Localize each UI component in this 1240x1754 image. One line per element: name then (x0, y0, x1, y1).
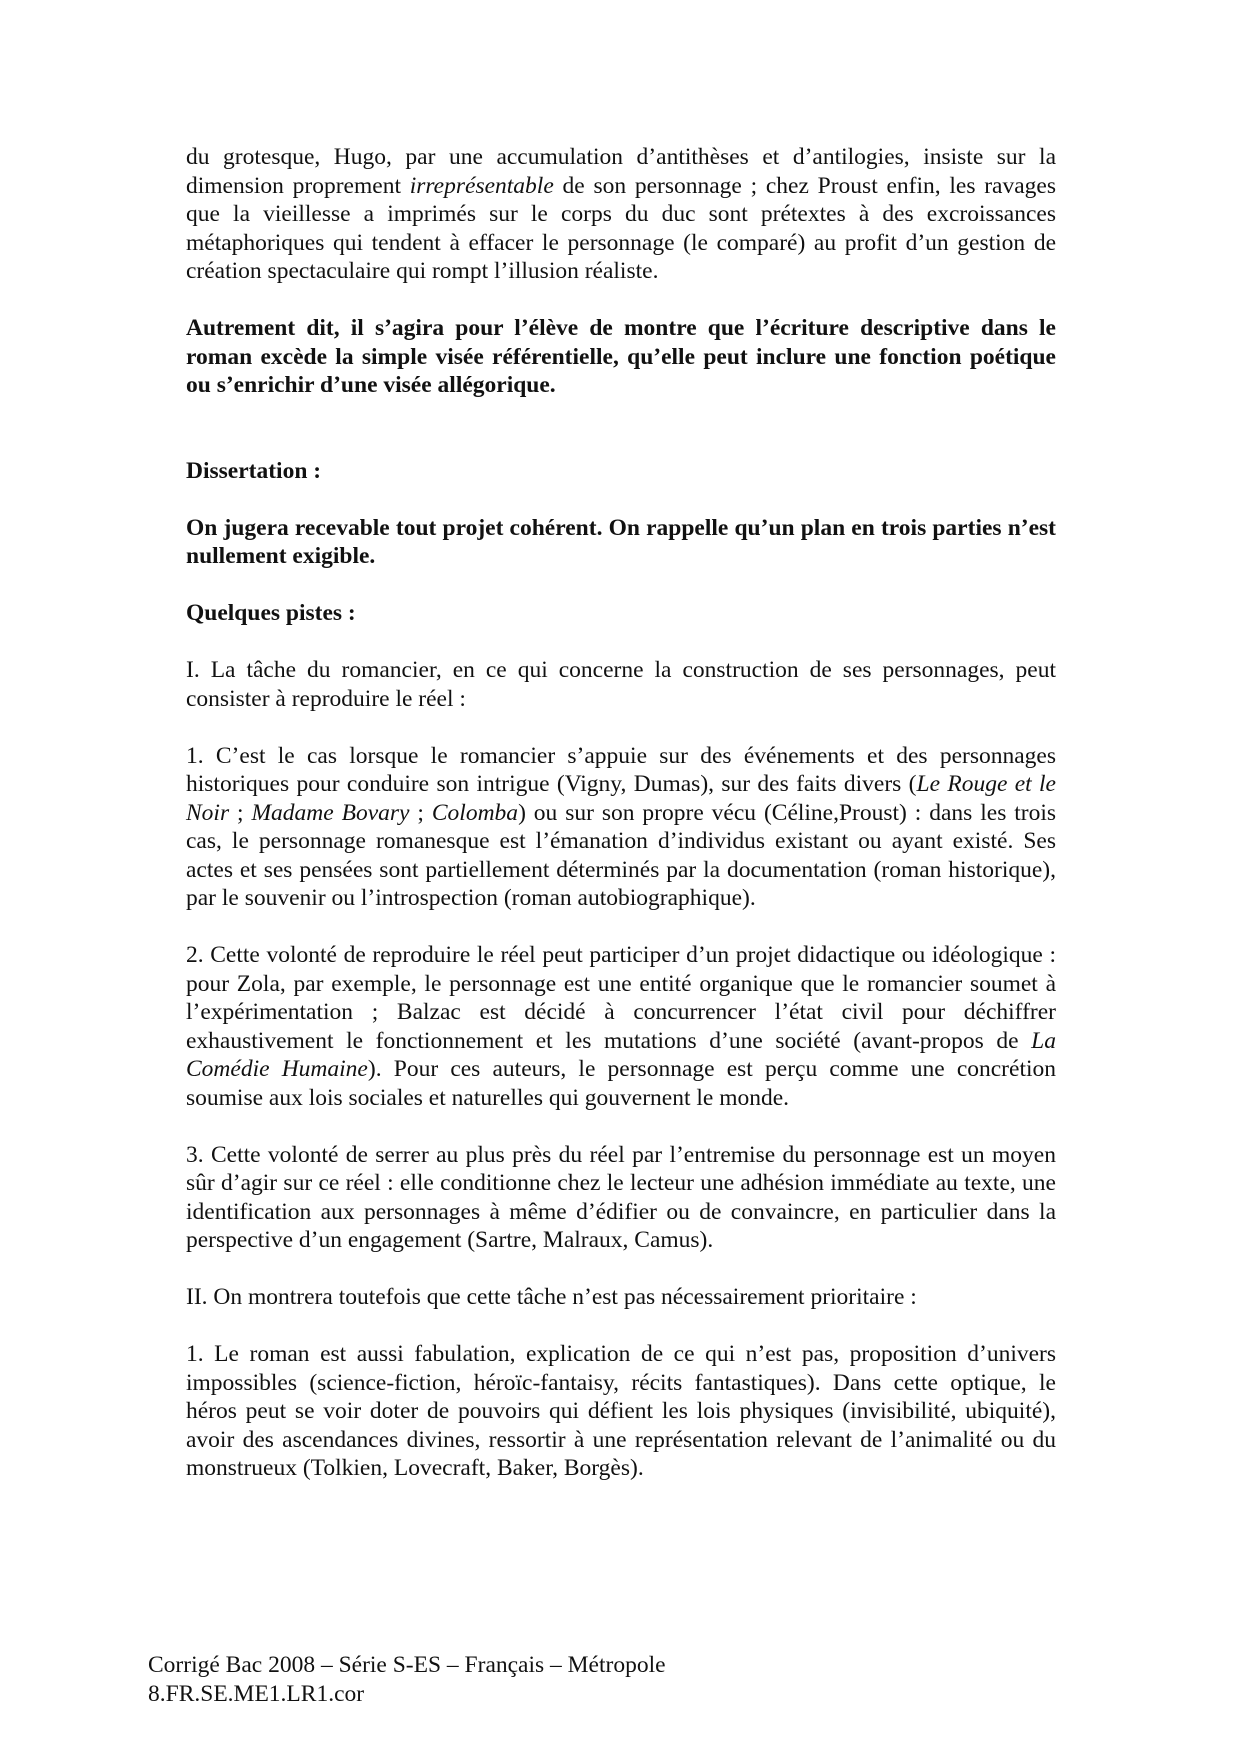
heading-dissertation: Dissertation : (186, 457, 322, 484)
document-body (186, 143, 1056, 1511)
paragraph-grotesque: du grotesque, Hugo, par une accumulation d’antithèses et d’antilogies, insiste sur la dimension proprement irreprésentable de son personnage ; chez Proust enfin, les ravages que la vieillesse a imprimés sur le corps du duc sont prétextes à des excroissances métaphoriques qui tendent à effacer le personnage (le comparé) au profit d’un gestion de création spectaculaire qui rompt l’illusion réaliste. (186, 144, 1056, 284)
page-footer (148, 1651, 666, 1708)
paragraph-part-two: II. On montrera toutefois que cette tâche n’est pas nécessairement prioritaire : (186, 1284, 917, 1310)
paragraph-point-2: 2. Cette volonté de reproduire le réel peut participer d’un projet didactique ou idéologique : pour Zola, par exemple, le personnage est une entité organique que le romancier soumet à l’expérimentation ; Balzac est décidé à concurrencer l’état civil pour déchiffrer exhaustivement le fonctionnement et les mutations d’une société (avant-propos de La Comédie Humaine). Pour ces auteurs, le personnage est perçu comme une concrétion soumise aux lois sociales et naturelles qui gouvernent le monde. (186, 942, 1056, 1111)
paragraph-part-two-point-1: 1. Le roman est aussi fabulation, explication de ce qui n’est pas, proposition d’univers impossibles (science-fiction, héroïc-fantaisy, récits fantastiques). Dans cette optique, le héros peut se voir doter de pouvoirs qui défient les lois physiques (invisibilité, ubiquité), avoir des ascendances divines, ressortir à une représentation relevant de l’animalité ou du monstrueux (Tolkien, Lovecraft, Baker, Borgès). (186, 1341, 1056, 1481)
footer-title: Corrigé Bac 2008 – Série S-ES – Français – Métropole (148, 1652, 666, 1678)
paragraph-autrement-dit: Autrement dit, il s’agira pour l’élève de montre que l’écriture descriptive dans le roman excède la simple visée référentielle, qu’elle peut inclure une fonction poétique ou s’enrichir d’une visée allégorique. (186, 315, 1056, 398)
paragraph-point-1: 1. C’est le cas lorsque le romancier s’appuie sur des événements et des personnages historiques pour conduire son intrigue (Vigny, Dumas), sur des faits divers (Le Rouge et le Noir ; Madame Bovary ; Colomba) ou sur son propre vécu (Céline,Proust) : dans les trois cas, le personnage romanesque est l’émanation d’individus existant ou ayant existé. Ses actes et ses pensées sont partiellement déterminés par la documentation (roman historique), par le souvenir ou l’introspection (roman autobiographique). (186, 742, 1057, 911)
footer-reference: 8.FR.SE.ME1.LR1.cor (148, 1680, 365, 1707)
paragraph-recevable: On jugera recevable tout projet cohérent. On rappelle qu’un plan en trois parties n’est nullement exigible. (186, 514, 1056, 569)
paragraph-part-one: I. La tâche du romancier, en ce qui concerne la construction de ses personnages, peut consister à reproduire le réel : (186, 657, 1056, 712)
paragraph-point-3: 3. Cette volonté de serrer au plus près du réel par l’entremise du personnage est un moyen sûr d’agir sur ce réel : elle conditionne chez le lecteur une adhésion immédiate au texte, une identification aux personnages à même d’édifier ou de convaincre, en particulier dans la perspective d’un engagement (Sartre, Malraux, Camus). (186, 1141, 1056, 1253)
heading-quelques-pistes: Quelques pistes : (186, 600, 356, 626)
